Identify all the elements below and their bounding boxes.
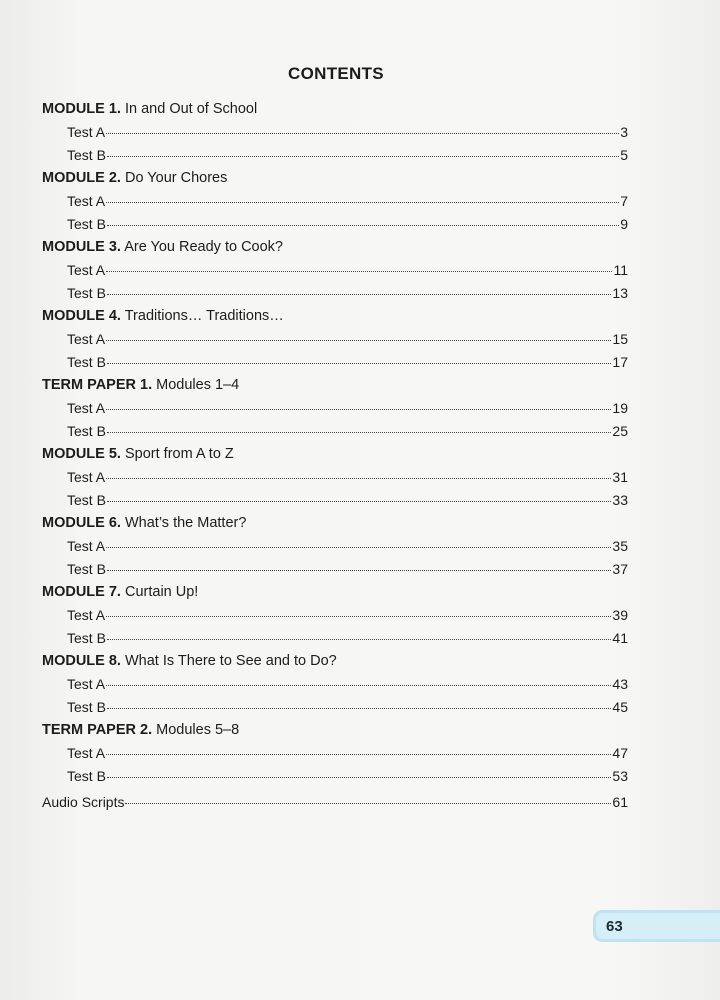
section-name: What’s the Matter? [124,515,247,531]
entry-label: Test A [67,607,106,623]
toc-entry[interactable] [42,535,628,558]
entry-page-number: 31 [612,469,628,485]
toc-entry[interactable] [42,282,628,305]
toc-entry[interactable] [42,765,628,788]
entry-label: Test A [67,538,106,554]
toc-section-heading [42,167,628,190]
dot-leader [107,156,619,157]
entry-label: Test B [67,699,106,715]
toc-entry[interactable] [42,213,628,236]
toc-entry[interactable] [42,604,628,627]
entry-page-number: 47 [612,745,628,761]
section-prefix: MODULE 7. [42,584,121,600]
page-number-tab [593,910,720,942]
dot-leader [107,363,612,364]
entry-page-number: 33 [612,492,628,508]
toc-entry[interactable] [42,627,628,650]
dot-leader [106,478,611,479]
section-name: Traditions… Traditions… [124,308,284,324]
toc-section-heading [42,581,628,604]
table-of-contents [42,98,628,814]
entry-label: Test B [67,768,106,784]
entry-label: Test A [67,262,106,278]
entry-label: Test B [67,423,106,439]
dot-leader [125,803,611,804]
section-name: Do Your Chores [124,170,228,186]
entry-label: Test A [67,331,106,347]
toc-entry[interactable] [42,328,628,351]
entry-page-number: 53 [612,768,628,784]
entry-page-number: 17 [612,354,628,370]
entry-label: Test B [67,147,106,163]
dot-leader [106,340,611,341]
page-title: CONTENTS [288,64,384,83]
toc-entry[interactable] [42,673,628,696]
toc-section-heading [42,512,628,535]
section-name: Sport from A to Z [124,446,234,462]
entry-page-number: 9 [620,216,628,232]
entry-label: Test B [67,561,106,577]
entry-page-number: 25 [612,423,628,439]
dot-leader [107,225,619,226]
section-prefix: MODULE 2. [42,170,121,186]
entry-label: Test A [67,469,106,485]
section-prefix: MODULE 5. [42,446,121,462]
dot-leader [106,547,611,548]
page-number: 63 [606,918,623,935]
entry-page-number: 35 [612,538,628,554]
dot-leader [107,570,612,571]
entry-page-number: 3 [620,124,628,140]
dot-leader [106,202,619,203]
toc-entry[interactable] [42,397,628,420]
entry-label: Test B [67,216,106,232]
toc-entry[interactable] [42,351,628,374]
toc-section-heading [42,374,628,397]
entry-page-number: 11 [613,262,628,278]
dot-leader [106,133,619,134]
toc-section-heading [42,305,628,328]
section-name: Modules 5–8 [156,722,240,738]
section-name: Are You Ready to Cook? [124,239,283,255]
toc-section-heading [42,719,628,742]
entry-page-number: 61 [612,794,628,810]
section-name: Curtain Up! [124,584,199,600]
section-name: In and Out of School [124,101,258,117]
entry-label: Test B [67,354,106,370]
dot-leader [106,685,611,686]
entry-page-number: 5 [620,147,628,163]
dot-leader [107,777,612,778]
dot-leader [106,754,611,755]
toc-entry[interactable] [42,144,628,167]
entry-label: Test B [67,630,106,646]
section-prefix: MODULE 4. [42,308,121,324]
section-prefix: TERM PAPER 1. [42,377,153,393]
toc-entry[interactable] [42,420,628,443]
dot-leader [107,501,612,502]
entry-page-number: 15 [612,331,628,347]
toc-section-heading [42,650,628,673]
section-name: What Is There to See and to Do? [124,653,337,669]
toc-entry[interactable] [42,121,628,144]
entry-label: Test A [67,124,106,140]
section-prefix: MODULE 6. [42,515,121,531]
section-name: Modules 1–4 [156,377,240,393]
entry-label: Audio Scripts [42,794,125,810]
dot-leader [107,639,612,640]
entry-page-number: 7 [620,193,628,209]
entry-label: Test B [67,492,106,508]
entry-label: Test B [67,285,106,301]
toc-section-heading [42,98,628,121]
toc-entry-audio-scripts[interactable] [42,791,628,814]
section-prefix: MODULE 3. [42,239,121,255]
entry-page-number: 43 [612,676,628,692]
section-prefix: MODULE 1. [42,101,121,117]
toc-entry[interactable] [42,259,628,282]
entry-page-number: 41 [612,630,628,646]
entry-label: Test A [67,745,106,761]
entry-label: Test A [67,193,106,209]
toc-entry[interactable] [42,742,628,765]
section-prefix: MODULE 8. [42,653,121,669]
toc-entry[interactable] [42,696,628,719]
entry-page-number: 13 [612,285,628,301]
section-prefix: TERM PAPER 2. [42,722,153,738]
dot-leader [106,616,611,617]
entry-page-number: 39 [612,607,628,623]
dot-leader [107,432,612,433]
dot-leader [107,708,612,709]
entry-page-number: 37 [612,561,628,577]
toc-section-heading [42,443,628,466]
entry-page-number: 19 [612,400,628,416]
toc-entry[interactable] [42,489,628,512]
toc-entry[interactable] [42,190,628,213]
dot-leader [106,409,611,410]
toc-entry[interactable] [42,558,628,581]
dot-leader [106,271,612,272]
entry-page-number: 45 [612,699,628,715]
dot-leader [107,294,612,295]
entry-label: Test A [67,400,106,416]
entry-label: Test A [67,676,106,692]
toc-entry[interactable] [42,466,628,489]
toc-section-heading [42,236,628,259]
